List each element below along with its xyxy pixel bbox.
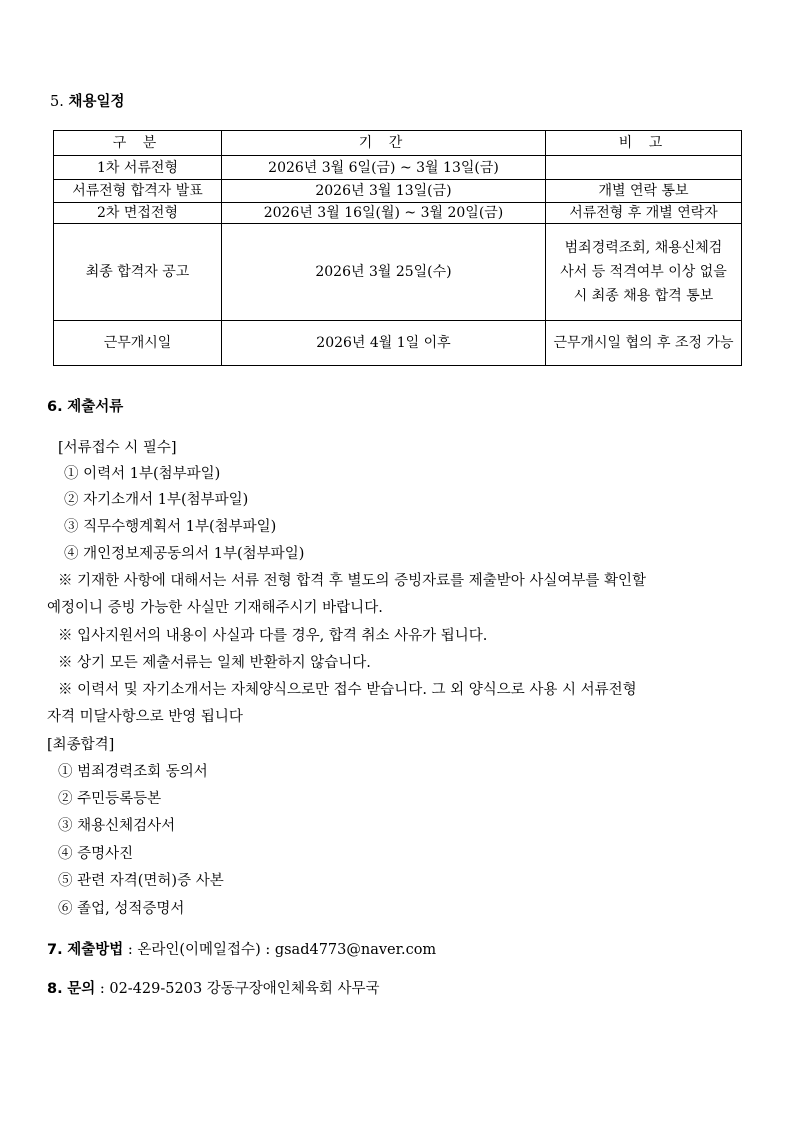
section-6-title: 제출서류 [67, 399, 124, 415]
final-docs-header: [최종합격] [47, 737, 115, 753]
final-item: ② 주민등록등본 [58, 791, 162, 807]
section-8-text: : 02-429-5203 강동구장애인체육회 사무국 [95, 981, 380, 997]
header-period: 기 간 [222, 131, 546, 156]
row-5-remarks: 근무개시일 협의 후 조정 가능 [546, 321, 742, 366]
row-4-period: 2026년 3월 25일(수) [222, 224, 546, 321]
row-5-category: 근무개시일 [54, 321, 222, 366]
row-3-category: 2차 면접전형 [54, 203, 222, 224]
header-category: 구 분 [54, 131, 222, 156]
section-7-number: 7. [47, 942, 63, 958]
row-1-remarks [546, 156, 742, 180]
section-5-title: 채용일정 [68, 94, 125, 110]
row-1-category: 1차 서류전형 [54, 156, 222, 180]
section-8-heading [47, 977, 379, 998]
section-5-heading [50, 90, 124, 111]
final-item: ③ 채용신체검사서 [58, 818, 176, 834]
final-item: ① 범죄경력조회 동의서 [58, 764, 208, 780]
row-2-category: 서류전형 합격자 발표 [54, 180, 222, 203]
note-line: 자격 미달사항으로 반영 됩니다 [47, 709, 243, 725]
header-remarks: 비 고 [546, 131, 742, 156]
section-8-number: 8. [47, 981, 63, 997]
required-item: ③ 직무수행계획서 1부(첨부파일) [64, 519, 277, 535]
row-4-category: 최종 합격자 공고 [54, 224, 222, 321]
required-item: ① 이력서 1부(첨부파일) [64, 466, 221, 482]
table-row [54, 180, 742, 203]
final-item: ④ 증명사진 [58, 846, 134, 862]
row-4-remarks: 범죄경력조회, 채용신체검사서 등 적격여부 이상 없을시 최종 채용 합격 통보 [546, 224, 742, 321]
section-7-title: 제출방법 [67, 942, 124, 958]
row-5-period: 2026년 4월 1일 이후 [222, 321, 546, 366]
row-2-period: 2026년 3월 13일(금) [222, 180, 546, 203]
schedule-table [53, 130, 742, 366]
row-2-remarks: 개별 연락 통보 [546, 180, 742, 203]
row-3-remarks: 서류전형 후 개별 연락자 [546, 203, 742, 224]
table-row [54, 321, 742, 366]
section-5-number: 5. [50, 94, 64, 110]
section-7-heading [47, 938, 436, 959]
note-line: ※ 기재한 사항에 대해서는 서류 전형 합격 후 별도의 증빙자료를 제출받아 사실여부를 확인할 [58, 573, 647, 589]
section-6-number: 6. [47, 399, 63, 415]
required-docs-header: [서류접수 시 필수] [58, 440, 177, 456]
row-1-period: 2026년 3월 6일(금) ~ 3월 13일(금) [222, 156, 546, 180]
note-line: ※ 상기 모든 제출서류는 일체 반환하지 않습니다. [58, 655, 371, 671]
table-row [54, 224, 742, 321]
table-header-row [54, 131, 742, 156]
required-item: ④ 개인정보제공동의서 1부(첨부파일) [64, 546, 305, 562]
section-7-text: : 온라인(이메일접수) : gsad4773@naver.com [123, 942, 437, 958]
note-line: 예정이니 증빙 가능한 사실만 기재해주시기 바랍니다. [47, 600, 383, 616]
row-3-period: 2026년 3월 16일(월) ~ 3월 20일(금) [222, 203, 546, 224]
section-8-title: 문의 [67, 981, 96, 997]
table-row [54, 203, 742, 224]
required-item: ② 자기소개서 1부(첨부파일) [64, 492, 249, 508]
section-6-heading [47, 395, 123, 416]
final-item: ⑥ 졸업, 성적증명서 [58, 901, 185, 917]
final-item: ⑤ 관련 자격(면허)증 사본 [58, 873, 224, 889]
note-line: ※ 입사지원서의 내용이 사실과 다를 경우, 합격 취소 사유가 됩니다. [58, 628, 488, 644]
table-row [54, 156, 742, 180]
note-line: ※ 이력서 및 자기소개서는 자체양식으로만 접수 받습니다. 그 외 양식으로 사용 시 서류전형 [58, 682, 637, 698]
